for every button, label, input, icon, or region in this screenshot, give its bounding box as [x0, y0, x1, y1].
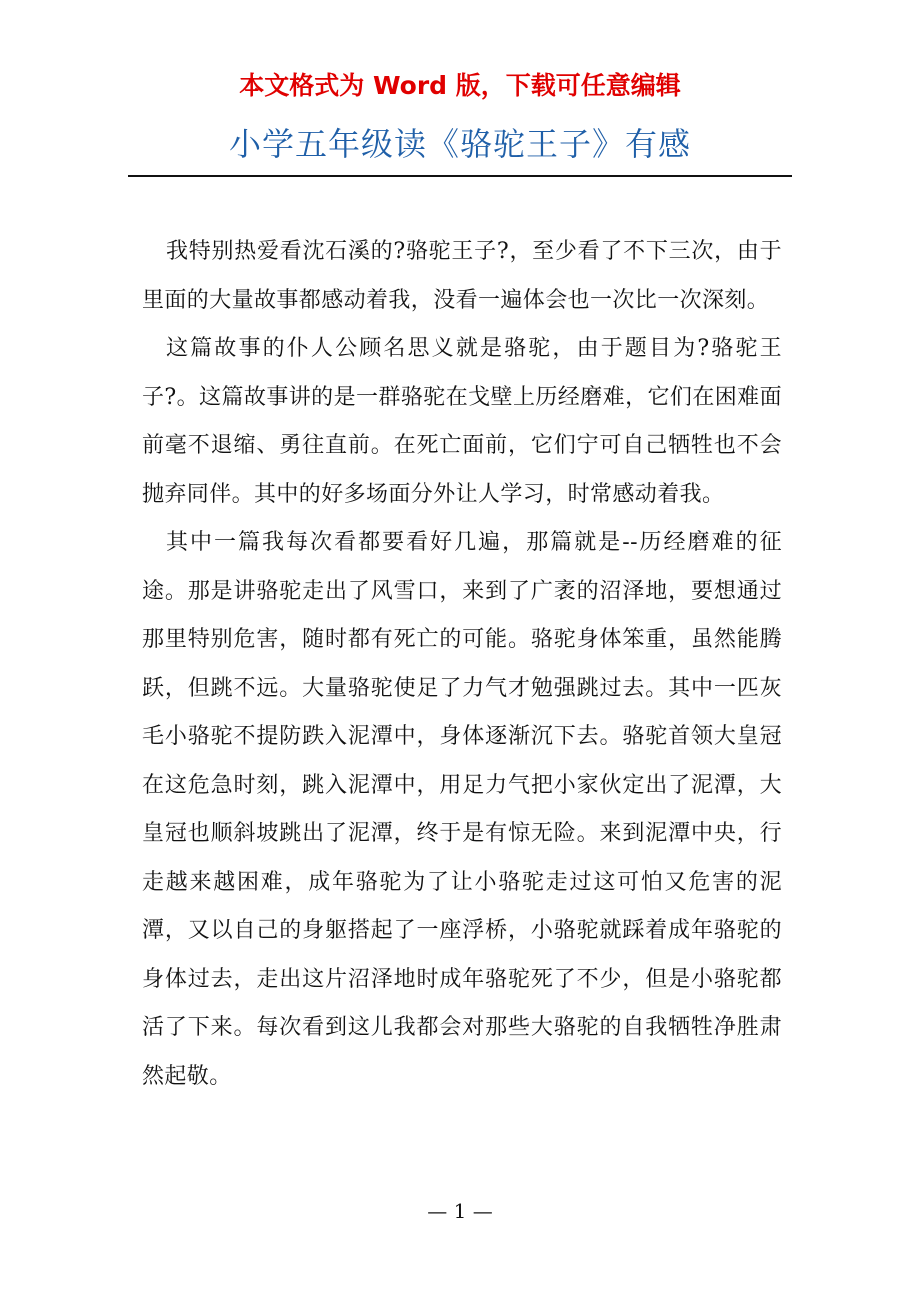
- document-body: [142, 228, 782, 1101]
- page-number: — 1 —: [427, 1199, 493, 1223]
- paragraph-2: 这篇故事的仆人公顾名思义就是骆驼，由于题目为?骆驼王子?。这篇故事讲的是一群骆驼在戈壁上历经磨难，它们在困难面前毫不退缩、勇往直前。在死亡面前，它们宁可自己牺牲也不会抛弃同伴。其中的好多场面分外让人学习，时常感动着我。: [142, 336, 782, 507]
- paragraph-3: 其中一篇我每次看都要看好几遍，那篇就是--历经磨难的征途。那是讲骆驼走出了风雪口，来到了广袤的沼泽地，要想通过那里特别危害，随时都有死亡的可能。骆驼身体笨重，虽然能腾跃，但跳不远。大量骆驼使足了力气才勉强跳过去。其中一匹灰毛小骆驼不提防跌入泥潭中，身体逐渐沉下去。骆驼首领大皇冠在这危急时刻，跳入泥潭中，用足力气把小家伙定出了泥潭，大皇冠也顺斜坡跳出了泥潭，终于是有惊无险。来到泥潭中央，行走越来越困难，成年骆驼为了让小骆驼走过这可怕又危害的泥潭，又以自己的身躯搭起了一座浮桥，小骆驼就踩着成年骆驼的身体过去，走出这片沼泽地时成年骆驼死了不少，但是小骆驼都活了下来。每次看到这儿我都会对那些大骆驼的自我牺牲净胜肃然起敬。: [142, 530, 782, 1089]
- paragraph-1: 我特别热爱看沈石溪的?骆驼王子?，至少看了不下三次，由于里面的大量故事都感动着我，没看一遍体会也一次比一次深刻。: [142, 239, 782, 313]
- title-divider: [128, 175, 792, 177]
- format-notice-banner: 本文格式为 Word 版，下载可任意编辑: [239, 71, 681, 100]
- document-title: 小学五年级读《骆驼王子》有感: [228, 125, 691, 163]
